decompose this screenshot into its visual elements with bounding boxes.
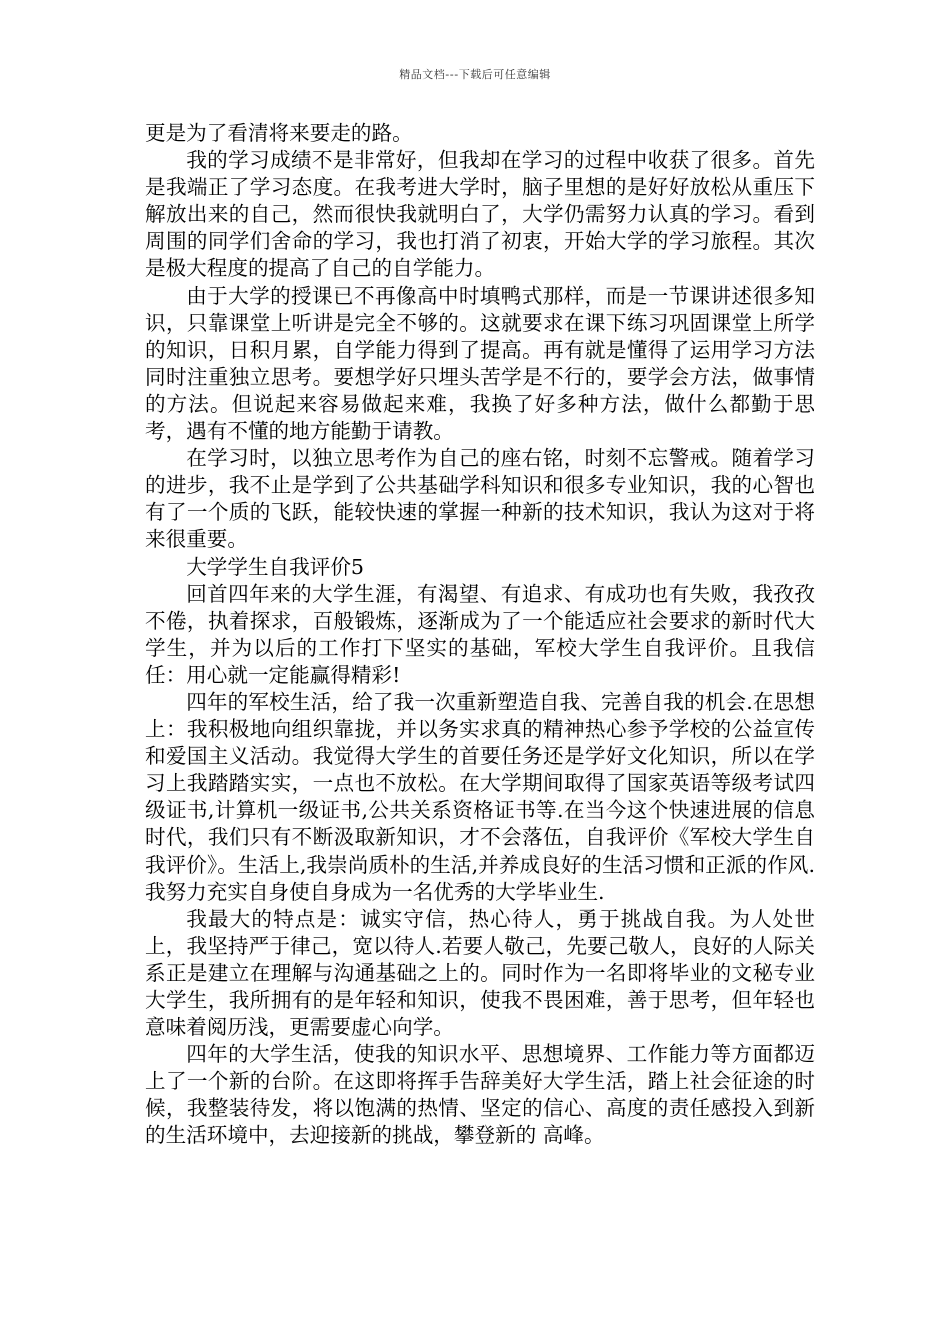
- paragraph: 四年的大学生活，使我的知识水平、思想境界、工作能力等方面都迈上了一个新的台阶。在这即将挥手告辞美好大学生活，踏上社会征途的时候，我整装待发，将以饱满的热情、坚定的信心、高度的责任感投入到新的生活环境中，去迎接新的挑战，攀登新的 高峰。: [145, 1042, 815, 1148]
- paragraph: 回首四年来的大学生涯，有渴望、有追求、有成功也有失败，我孜孜不倦，执着探求，百般锻炼，逐渐成为了一个能适应社会要求的新时代大学生，并为以后的工作打下坚实的基础，军校大学生自我评价。且我信任：用心就一定能赢得精彩!: [145, 581, 815, 687]
- page-header: 精品文档---下载后可任意编辑: [399, 68, 551, 81]
- section-heading: 大学学生自我评价5: [186, 554, 365, 579]
- paragraph: 我最大的特点是：诚实守信，热心待人，勇于挑战自我。为人处世上，我坚持严于律己，宽以待人.若要人敬己，先要己敬人，良好的人际关系正是建立在理解与沟通基础之上的。同时作为一名即将毕业的文秘专业大学生，我所拥有的是年轻和知识，使我不畏困难，善于思考，但年轻也意味着阅历浅，更需要虚心向学。: [145, 906, 815, 1040]
- paragraph: 我的学习成绩不是非常好，但我却在学习的过程中收获了很多。首先是我端正了学习态度。在我考进大学时，脑子里想的是好好放松从重压下解放出来的自己，然而很快我就明白了，大学仍需努力认真的学习。看到周围的同学们舍命的学习，我也打消了初衷，开始大学的学习旅程。其次是极大程度的提高了自己的自学能力。: [145, 148, 815, 281]
- paragraph: 在学习时，以独立思考作为自己的座右铭，时刻不忘警戒。随着学习的进步，我不止是学到了公共基础学科知识和很多专业知识，我的心智也有了一个质的飞跃，能较快速的掌握一种新的技术知识，我认为这对于将来很重要。: [145, 446, 815, 552]
- paragraph: 更是为了看清将来要走的路。: [145, 121, 413, 145]
- paragraph: 由于大学的授课已不再像高中时填鸭式那样，而是一节课讲述很多知识，只靠课堂上听讲是完全不够的。这就要求在课下练习巩固课堂上所学的知识，日积月累，自学能力得到了提高。再有就是懂得了运用学习方法同时注重独立思考。要想学好只埋头苦学是不行的，要学会方法，做事情的方法。但说起来容易做起来难，我换了好多种方法，做什么都勤于思考，遇有不懂的地方能勤于请教。: [145, 283, 815, 444]
- document-body: [145, 120, 815, 1150]
- paragraph: 四年的军校生活，给了我一次重新塑造自我、完善自我的机会.在思想上：我积极地向组织靠拢，并以务实求真的精神热心参予学校的公益宣传和爱国主义活动。我觉得大学生的首要任务还是学好文化知识，所以在学习上我踏踏实实，一点也不放松。在大学期间取得了国家英语等级考试四级证书,计算机一级证书,公共关系资格证书等.在当今这个快速进展的信息时代，我们只有不断汲取新知识，才不会落伍，自我评价《军校大学生自我评价》。生活上,我崇尚质朴的生活,并养成良好的生活习惯和正派的作风.我努力充实自身使自身成为一名优秀的大学毕业生.: [145, 689, 815, 904]
